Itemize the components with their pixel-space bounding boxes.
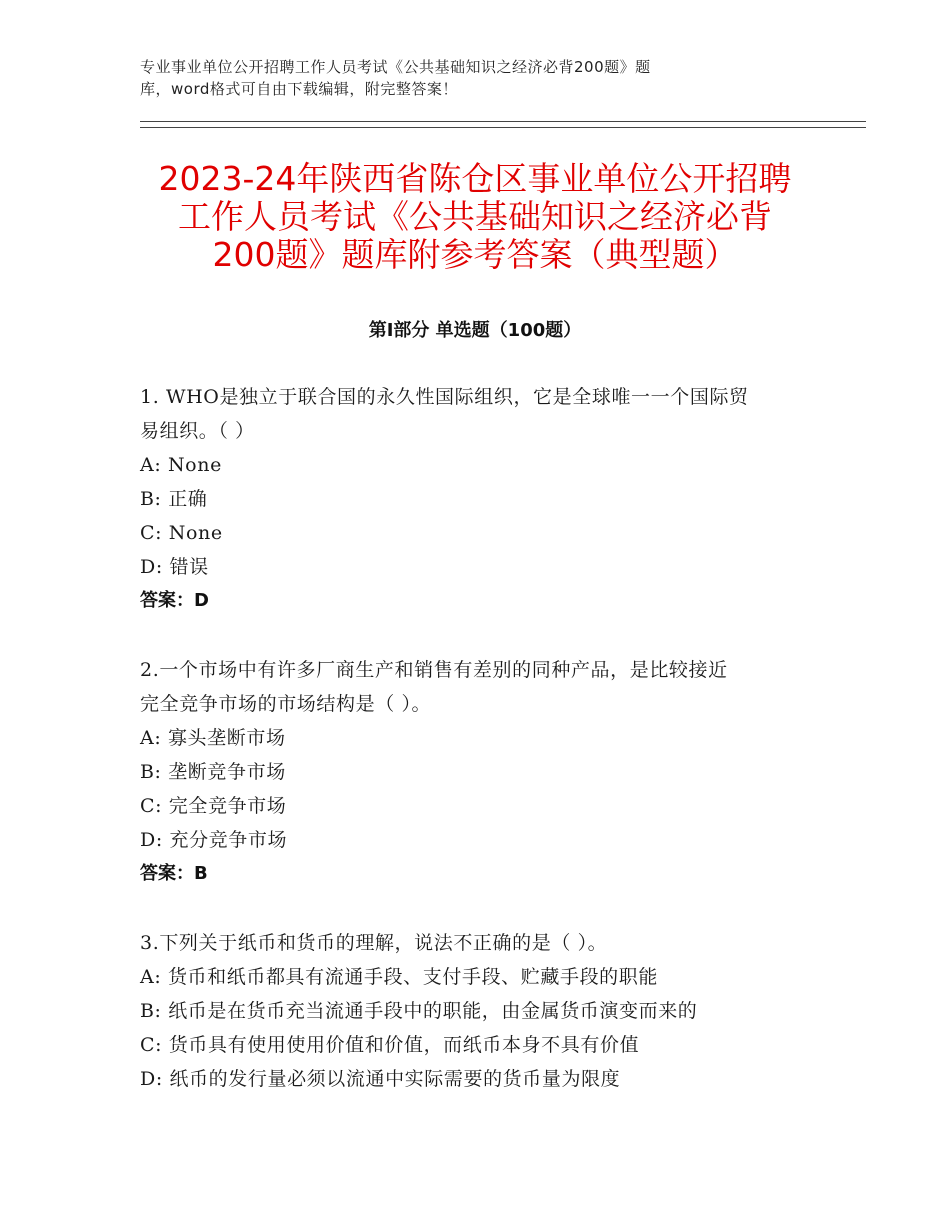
- answer-label: 答案：D: [140, 590, 209, 611]
- title-line: 200题》题库附参考答案（典型题）: [212, 235, 738, 274]
- question-stem: 完全竞争市场的市场结构是（ ）。: [140, 693, 432, 715]
- header-note-line: 库，word格式可自由下载编辑，附完整答案！: [140, 80, 458, 98]
- section-heading: 第Ⅰ部分 单选题（100题）: [368, 320, 582, 341]
- question-stem: 2.一个市场中有许多厂商生产和销售有差别的同种产品，是比较接近: [140, 659, 728, 681]
- question-stem: 3.下列关于纸币和货币的理解，说法不正确的是（ ）。: [140, 932, 608, 954]
- question-1: [140, 380, 800, 618]
- header-note-line: 专业事业单位公开招聘工作人员考试《公共基础知识之经济必背200题》题: [140, 58, 651, 76]
- option-b: B: 纸币是在货币充当流通手段中的职能，由金属货币演变而来的: [140, 1000, 698, 1022]
- option-d: D: 错误: [140, 556, 209, 578]
- answer-label: 答案：B: [140, 863, 208, 884]
- option-d: D: 充分竞争市场: [140, 829, 288, 851]
- question-stem: 1. WHO是独立于联合国的永久性国际组织，它是全球唯一一个国际贸: [140, 386, 749, 408]
- option-a: A: 货币和纸币都具有流通手段、支付手段、贮藏手段的职能: [140, 966, 658, 988]
- title-line: 2023-24年陕西省陈仓区事业单位公开招聘: [158, 159, 792, 198]
- option-a: A: 寡头垄断市场: [140, 727, 286, 749]
- header-note: [140, 56, 780, 100]
- question-2: [140, 653, 800, 891]
- question-3: [140, 926, 800, 1096]
- header-divider: [140, 121, 866, 128]
- option-b: B: 垄断竞争市场: [140, 761, 286, 783]
- title-line: 工作人员考试《公共基础知识之经济必背: [178, 197, 772, 236]
- option-c: C: None: [140, 522, 223, 544]
- document-title: [120, 160, 830, 274]
- option-c: C: 完全竞争市场: [140, 795, 287, 817]
- option-d: D: 纸币的发行量必须以流通中实际需要的货币量为限度: [140, 1068, 621, 1090]
- option-a: A: None: [140, 454, 222, 476]
- question-stem: 易组织。（ ）: [140, 420, 255, 442]
- option-c: C: 货币具有使用使用价值和价值，而纸币本身不具有价值: [140, 1034, 640, 1056]
- option-b: B: 正确: [140, 488, 208, 510]
